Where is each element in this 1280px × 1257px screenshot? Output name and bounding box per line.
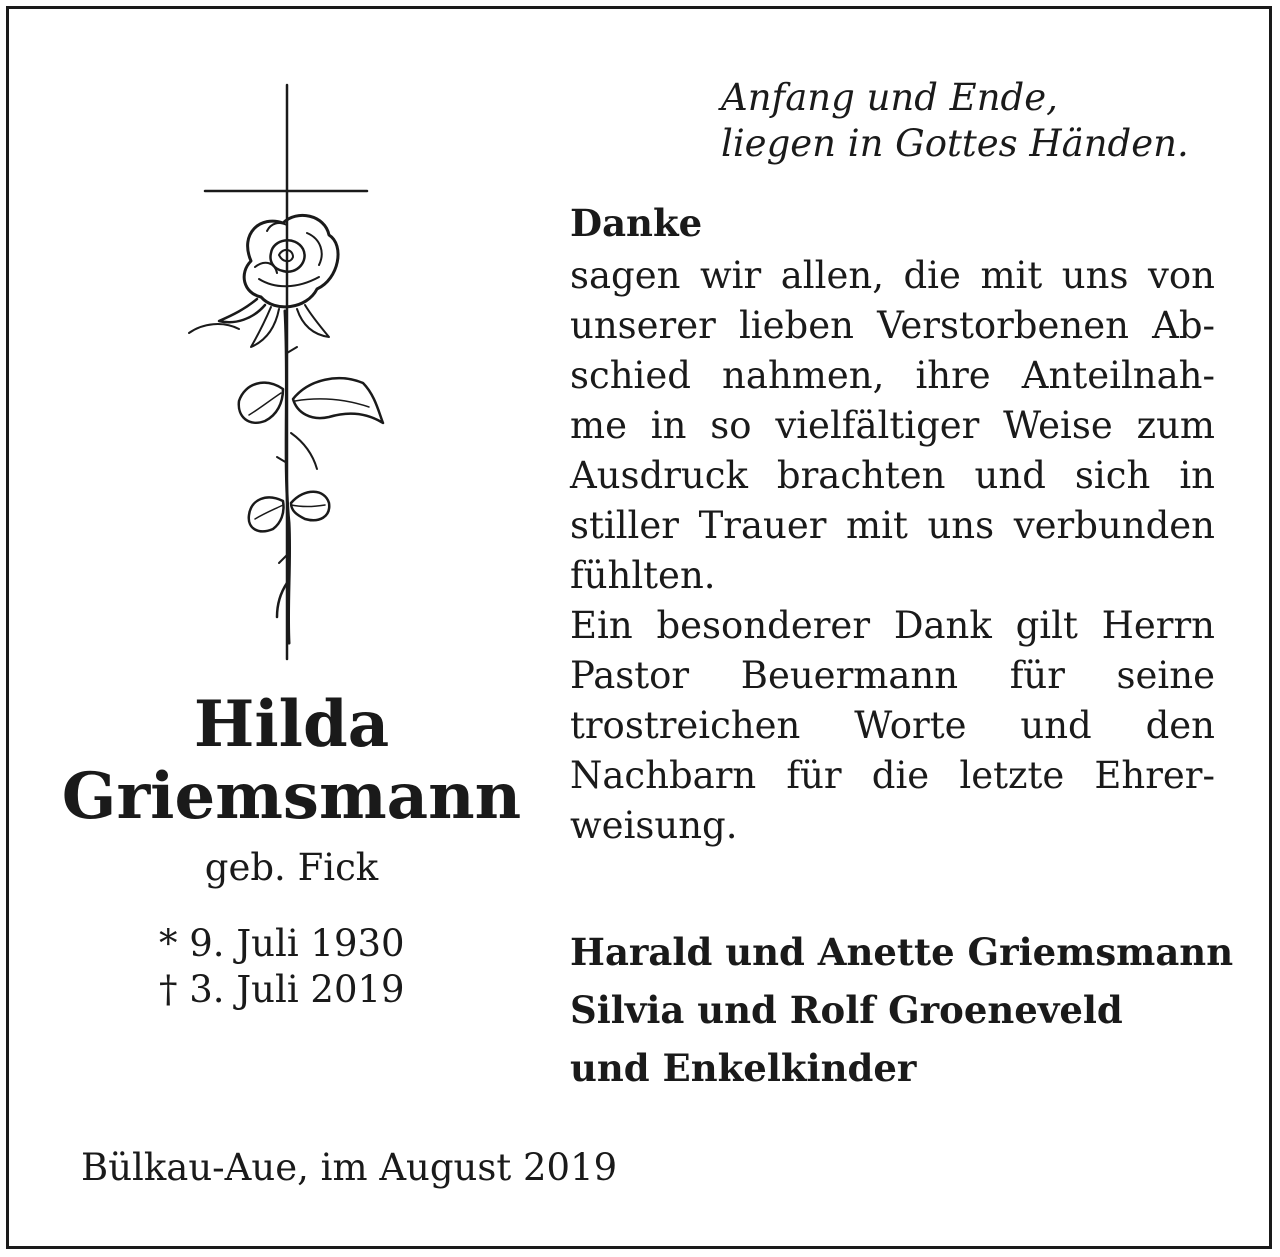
message-line: weisung.: [570, 804, 738, 847]
message-line: trostreichen Worte und den: [570, 704, 1215, 747]
message-line: sagen wir allen, die mit uns von: [570, 254, 1215, 297]
message-line: stiller Trauer mit uns verbunden: [570, 504, 1215, 547]
obituary-frame: [6, 6, 1272, 1249]
message-line: fühlten.: [570, 554, 716, 597]
message-line: Pastor Beuermann für seine: [570, 654, 1215, 697]
message-heading: Danke: [570, 201, 703, 245]
message-line: unserer lieben Verstorbenen Ab-: [570, 304, 1215, 347]
signature-line: und Enkelkinder: [570, 1046, 917, 1090]
deceased-name-block: [49, 689, 534, 891]
signatures: [570, 923, 1233, 1097]
message-line: Ausdruck brachten und sich in: [570, 454, 1215, 497]
message-body: [570, 251, 1215, 851]
signature-line: Silvia und Rolf Groeneveld: [570, 988, 1123, 1032]
death-date: † 3. Juli 2019: [159, 968, 405, 1011]
deceased-first-name: Hilda: [193, 687, 390, 762]
motto-line: liegen in Gottes Händen.: [721, 122, 1189, 165]
signature-line: Harald und Anette Griemsmann: [570, 930, 1234, 974]
life-dates: [159, 921, 405, 1013]
message-line: Nachbarn für die letzte Ehrer-: [570, 754, 1215, 797]
motto-line: Anfang und Ende,: [721, 76, 1058, 119]
deceased-last-name: Griemsmann: [61, 759, 522, 834]
cross-with-rose-icon: [179, 83, 399, 663]
place-and-date: Bülkau-Aue, im August 2019: [81, 1146, 618, 1189]
deceased-maiden-name: geb. Fick: [204, 846, 379, 889]
message-line: Ein besonderer Dank gilt Herrn: [570, 604, 1215, 647]
motto: [721, 75, 1189, 167]
message-line: schied nahmen, ihre Anteilnah-: [570, 354, 1215, 397]
birth-date: * 9. Juli 1930: [159, 922, 405, 965]
cross-with-rose-drawing: [179, 83, 399, 663]
message-line: me in so vielfältiger Weise zum: [570, 404, 1215, 447]
